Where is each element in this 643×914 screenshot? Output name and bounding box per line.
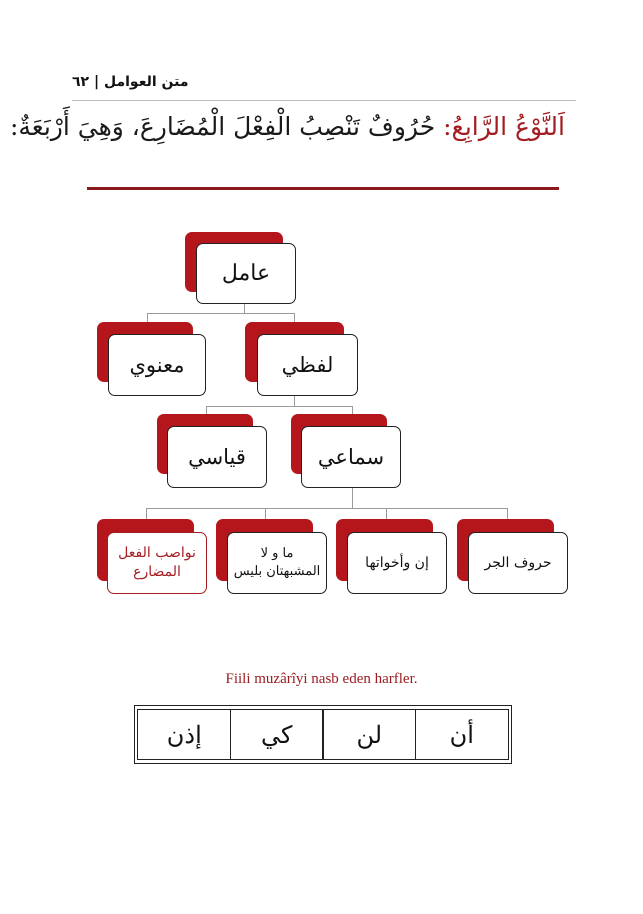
connector-root-down — [244, 303, 245, 313]
nawasib-line2: المضارع — [133, 564, 181, 580]
title-label: اَلنَّوْعُ الرَّابِعُ: — [443, 112, 565, 141]
title-text: حُرُوفٌ تَنْصِبُ الْفِعْلَ الْمُضَارِعَ، وَهِيَ أَرْبَعَةٌ: — [9, 112, 436, 141]
tree-node-qiyasi — [157, 414, 267, 488]
connector-to-nawasib — [146, 508, 147, 519]
connector-to-lafzi — [294, 313, 295, 322]
connector-to-samai — [352, 406, 353, 414]
connector-level3-bar — [206, 406, 353, 407]
connector-lafzi-down — [294, 395, 295, 406]
tree-node-nawasib — [97, 519, 207, 594]
connector-to-qiyasi — [206, 406, 207, 414]
particle-cell: كي — [230, 709, 324, 760]
tree-node-manawi — [97, 322, 206, 396]
tree-node-amil — [185, 232, 297, 304]
title-underline — [87, 187, 559, 190]
header-divider — [72, 100, 576, 101]
connector-to-manawi — [147, 313, 148, 322]
particles-row — [138, 709, 508, 760]
particles-table — [134, 705, 512, 764]
running-header: متن العوامل | ٦٢ — [72, 74, 189, 90]
connector-level4-bar — [146, 508, 508, 509]
ma-la-line1: ما و لا — [260, 546, 294, 562]
node-box: حروف الجر — [468, 532, 568, 594]
connector-to-ma-la — [265, 508, 266, 519]
ma-la-line2: المشبهتان بليس — [233, 564, 321, 579]
node-box: قياسي — [167, 426, 267, 488]
particle-cell: إذن — [137, 709, 231, 760]
node-box: لفظي — [257, 334, 358, 396]
node-box: عامل — [196, 243, 296, 304]
tree-node-samai — [291, 414, 401, 488]
node-box: سماعي — [301, 426, 401, 488]
caption: Fiili muzârîyi nasb eden harfler. — [225, 671, 418, 687]
node-box — [107, 532, 207, 594]
node-box: إن وأخواتها — [347, 532, 447, 594]
node-box: معنوي — [108, 334, 206, 396]
node-box — [227, 532, 327, 594]
tree-node-huruf-jar — [457, 519, 568, 594]
section-title — [10, 112, 565, 141]
particle-cell: أن — [415, 709, 509, 760]
tree-node-lafzi — [245, 322, 358, 396]
connector-samai-down — [352, 487, 353, 508]
nawasib-line1: نواصب الفعل — [118, 545, 196, 562]
particle-cell: لن — [322, 709, 416, 760]
connector-to-huruf-jar — [507, 508, 508, 519]
connector-level2-bar — [147, 313, 295, 314]
tree-node-ma-la — [216, 519, 327, 594]
connector-to-inna — [386, 508, 387, 519]
tree-node-inna — [336, 519, 447, 594]
page-header — [72, 72, 576, 102]
